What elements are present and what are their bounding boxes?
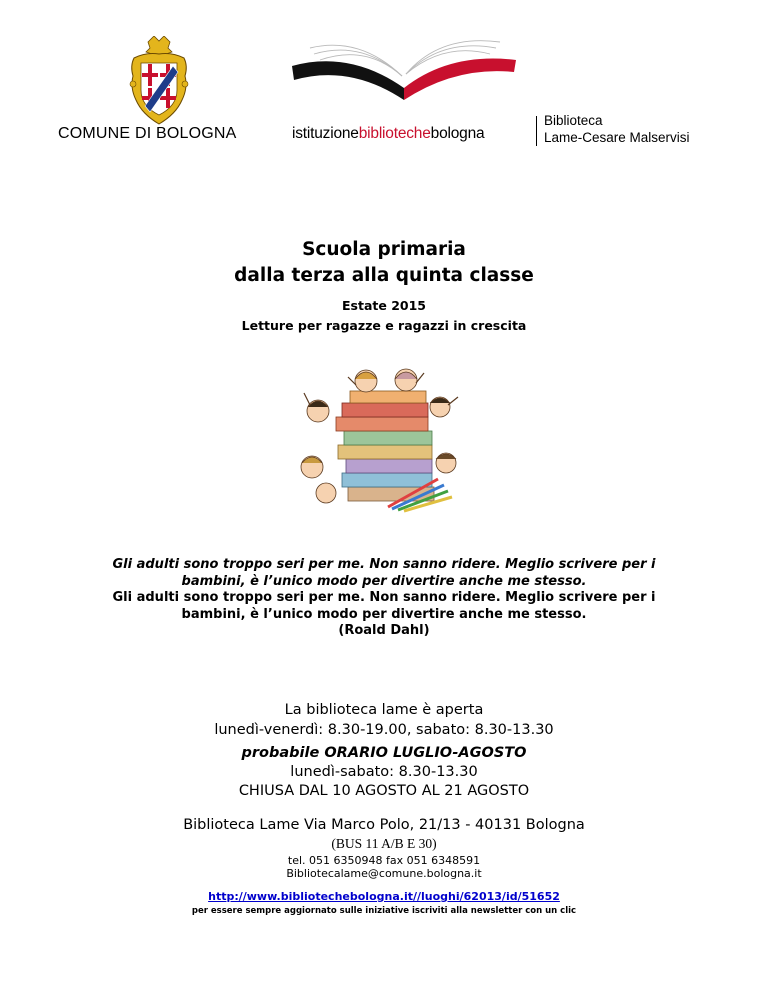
hours-line1: La biblioteca lame è aperta bbox=[284, 702, 484, 718]
roald-dahl-quote bbox=[0, 557, 768, 640]
quote-line2: bambini, è l’unico modo per divertire anche me stesso. bbox=[181, 606, 587, 622]
library-name-line1: Biblioteca bbox=[544, 113, 603, 128]
istituzione-mid: biblioteche bbox=[358, 125, 431, 142]
istituzione-biblioteche-bologna-label bbox=[292, 125, 484, 143]
library-name bbox=[544, 112, 690, 146]
quote-line1: Gli adulti sono troppo seri per me. Non sanno ridere. Meglio scrivere per i bbox=[112, 590, 656, 605]
open-book-logo bbox=[290, 36, 520, 106]
newsletter-note: per essere sempre aggiornato sulle iniziative iscriviti alla newsletter con un clic bbox=[191, 906, 577, 916]
children-on-books-illustration bbox=[288, 367, 474, 513]
summer-days: lunedì-sabato: 8.30-13.30 bbox=[290, 764, 478, 780]
hours-line2: lunedì-venerdì: 8.30-19.00, sabato: 8.30-13.30 bbox=[214, 722, 554, 738]
summer-closed: CHIUSA DAL 10 AGOSTO AL 21 AGOSTO bbox=[238, 783, 530, 799]
header-divider bbox=[536, 116, 537, 146]
summer-heading: probabile ORARIO LUGLIO-AGOSTO bbox=[241, 745, 527, 761]
quote-author: (Roald Dahl) bbox=[338, 623, 430, 638]
email-address: Bibliotecalame@comune.bologna.it bbox=[286, 867, 482, 880]
title-line2: dalla terza alla quinta classe bbox=[234, 265, 534, 286]
bus-lines: (BUS 11 A/B E 30) bbox=[331, 836, 437, 851]
subtitle-line2: Letture per ragazze e ragazzi in crescita bbox=[241, 318, 527, 333]
library-name-line2: Lame-Cesare Malservisi bbox=[544, 130, 690, 145]
summer-hours bbox=[0, 744, 768, 801]
library-website-link[interactable]: http://www.bibliotechebologna.it//luoghi/62013/id/51652 bbox=[208, 890, 560, 903]
subtitle-line1: Estate 2015 bbox=[342, 298, 426, 313]
title-line1: Scuola primaria bbox=[302, 239, 466, 260]
page-title bbox=[0, 237, 768, 289]
quote-italic-line2: bambini, è l’unico modo per divertire anche me stesso. bbox=[181, 573, 587, 589]
library-address: Biblioteca Lame Via Marco Polo, 21/13 - 40131 Bologna bbox=[183, 817, 585, 833]
phone-fax: tel. 051 6350948 fax 051 6348591 bbox=[287, 854, 481, 867]
bologna-coat-of-arms-logo bbox=[128, 36, 190, 128]
istituzione-suffix: bologna bbox=[430, 125, 485, 142]
quote-italic-line1: Gli adulti sono troppo seri per me. Non sanno ridere. Meglio scrivere per i bbox=[112, 557, 656, 572]
istituzione-prefix: istituzione bbox=[292, 125, 359, 142]
opening-hours bbox=[0, 700, 768, 740]
comune-di-bologna-label: COMUNE DI BOLOGNA bbox=[58, 125, 237, 142]
page-subtitle bbox=[0, 296, 768, 336]
